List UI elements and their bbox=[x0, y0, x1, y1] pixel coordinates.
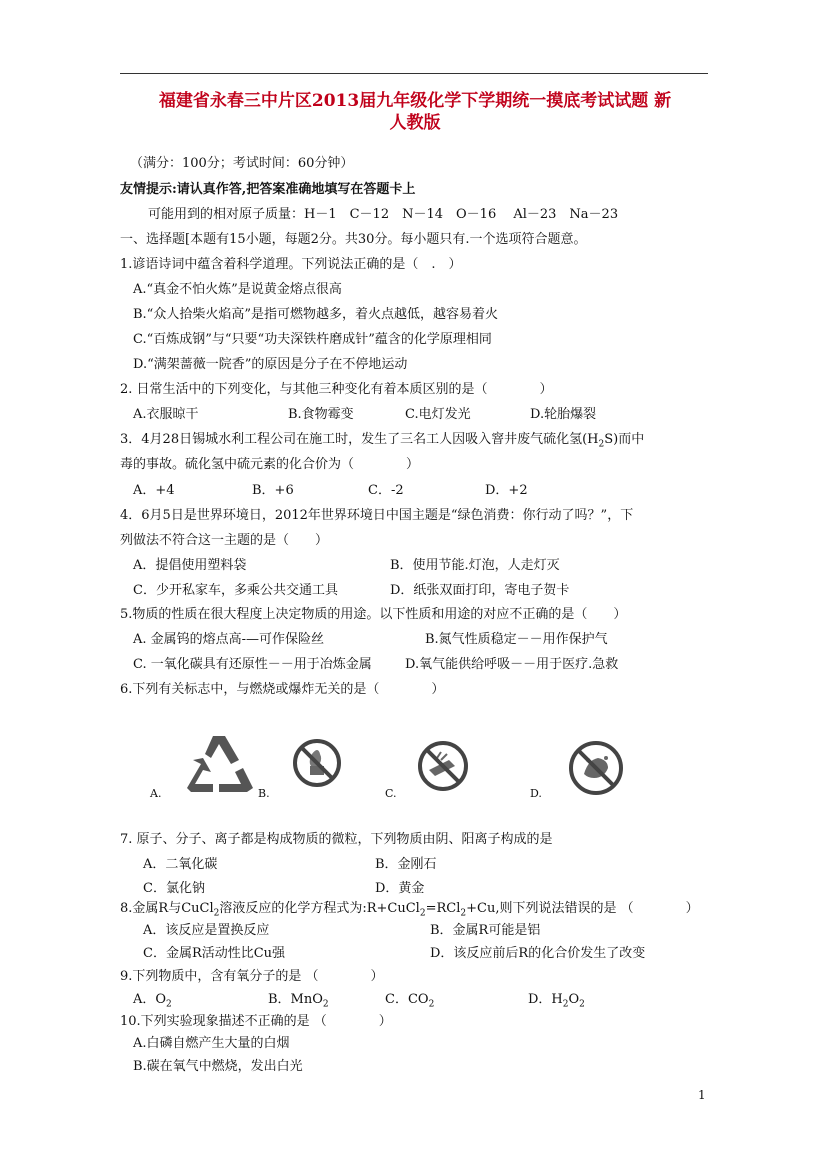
no-explosives-icon bbox=[566, 738, 626, 798]
q6-option-c: C. bbox=[385, 787, 397, 800]
q3-option-a: A．+4 bbox=[133, 483, 175, 498]
no-fireworks-icon bbox=[415, 738, 471, 794]
q7-stem: 7. 原子、分子、离子都是构成物质的微粒，下列物质由阴、阳离子构成的是 bbox=[120, 832, 553, 847]
q4-option-a: A．提倡使用塑料袋 bbox=[133, 558, 247, 573]
q7-option-c: C．氯化钠 bbox=[143, 881, 205, 896]
q4-option-b: B．使用节能.灯泡，人走灯灭 bbox=[390, 558, 560, 573]
q5-stem: 5.物质的性质在很大程度上决定物质的用途。以下性质和用途的对应不正确的是（ ） bbox=[120, 607, 627, 622]
q2-option-b: B.食物霉变 bbox=[288, 407, 354, 422]
page-number: 1 bbox=[698, 1088, 706, 1102]
recycle-icon bbox=[183, 732, 255, 796]
q9-stem: 9.下列物质中，含有氧分子的是 （ ） bbox=[120, 969, 384, 984]
q7-option-d: D．黄金 bbox=[375, 881, 425, 896]
q6-stem: 6.下列有关标志中，与燃烧或爆炸无关的是（ ） bbox=[120, 682, 445, 697]
q9-option-a: A．$O_2$ bbox=[133, 992, 172, 1010]
q4-option-c: C．少开私家车，多乘公共交通工具 bbox=[133, 583, 338, 598]
q4-stem-line2: 列做法不符合这一主题的是（ ） bbox=[120, 533, 329, 548]
q6-option-d: D. bbox=[530, 787, 542, 800]
q8-option-c: C．金属R活动性比Cu强 bbox=[143, 946, 286, 961]
q8-option-b: B．金属R可能是铝 bbox=[430, 923, 541, 938]
q8-option-d: D．该反应前后R的化合价发生了改变 bbox=[430, 946, 646, 961]
q5-option-a: A. 金属钨的熔点高-—可作保险丝 bbox=[133, 632, 325, 647]
q4-option-d: D．纸张双面打印，寄电子贺卡 bbox=[390, 583, 570, 598]
q5-option-d: D.氧气能供给呼吸－－用于医疗.急救 bbox=[405, 657, 619, 672]
tip-text: 友情提示:请认真作答,把答案准确地填写在答题卡上 bbox=[120, 182, 416, 197]
q7-option-a: A．二氧化碳 bbox=[143, 857, 218, 872]
q10-option-b: B.碳在氧气中燃烧，发出白光 bbox=[133, 1059, 303, 1074]
section-1-heading: 一、选择题[本题有15小题，每题2分。共30分。每小题只有.一个选项符合题意。 bbox=[120, 232, 587, 247]
q7-option-b: B．金刚石 bbox=[375, 857, 437, 872]
doc-title-line1: 福建省永春三中片区2013届九年级化学下学期统一摸底考试试题 新 bbox=[158, 91, 672, 111]
q8-stem: 8.金属R与CuCl$_2$溶液反应的化学方程式为:R+CuCl$_2$=RCl$_2$+Cu,则下列说法错误的是 （ ） bbox=[120, 901, 699, 919]
q2-option-d: D.轮胎爆裂 bbox=[530, 407, 597, 422]
q1-option-a: A.“真金不怕火炼”是说黄金熔点很高 bbox=[133, 282, 342, 297]
q1-option-d: D.“满架蔷薇一院香”的原因是分子在不停地运动 bbox=[133, 357, 408, 372]
header-rule bbox=[120, 73, 708, 74]
q1-option-b: B.“众人拾柴火焰高”是指可燃物越多，着火点越低，越容易着火 bbox=[133, 307, 498, 322]
q2-option-a: A.衣服晾干 bbox=[133, 407, 199, 422]
q10-option-a: A.白磷自燃产生大量的白烟 bbox=[133, 1036, 290, 1051]
q10-stem: 10.下列实验现象描述不正确的是 （ ） bbox=[120, 1014, 392, 1029]
q9-option-d: D．$H_2O_2$ bbox=[528, 992, 585, 1010]
q1-option-c: C.“百炼成钢”与“只要“功夫深铁杵磨成针”蕴含的化学原理相同 bbox=[133, 332, 492, 347]
q1-stem: 1.谚语诗词中蕴含着科学道理。下列说法正确的是（ . ） bbox=[120, 257, 462, 272]
atomic-masses: 可能用到的相对原子质量：H－1 C－12 N－14 O－16 Al－23 Na－23 bbox=[148, 207, 619, 222]
q4-stem-line1: 4．6月5日是世界环境日，2012年世界环境日中国主题是“绿色消费：你行动了吗？”，下 bbox=[120, 508, 634, 523]
q5-option-c: C. 一氧化碳具有还原性－－用于冶炼金属 bbox=[133, 657, 372, 672]
q3-option-c: C．-2 bbox=[368, 483, 404, 498]
q9-option-c: C．$CO_2$ bbox=[385, 992, 435, 1010]
q3-stem-line1: 3．4月28日锡城水利工程公司在施工时，发生了三名工人因吸入窨井废气硫化氢$(H_2S)$而中 bbox=[120, 432, 645, 450]
q3-option-d: D．+2 bbox=[485, 483, 528, 498]
q5-option-b: B.氮气性质稳定－－用作保护气 bbox=[425, 632, 608, 647]
q6-option-b: B. bbox=[258, 787, 270, 800]
q3-stem-line2: 毒的事故。硫化氢中硫元素的化合价为（ ） bbox=[120, 457, 420, 472]
exam-info: （满分：100分；考试时间：60分钟） bbox=[130, 156, 354, 171]
no-open-flame-icon bbox=[290, 736, 344, 790]
q2-stem: 2. 日常生活中的下列变化，与其他三种变化有着本质区别的是（ ） bbox=[120, 382, 553, 397]
q6-option-a: A. bbox=[150, 787, 162, 800]
q2-option-c: C.电灯发光 bbox=[405, 407, 471, 422]
q8-option-a: A．该反应是置换反应 bbox=[143, 923, 270, 938]
q3-option-b: B．+6 bbox=[252, 483, 294, 498]
doc-title-line2: 人教版 bbox=[389, 113, 441, 133]
q9-option-b: B．MnO$_2$ bbox=[268, 992, 329, 1010]
